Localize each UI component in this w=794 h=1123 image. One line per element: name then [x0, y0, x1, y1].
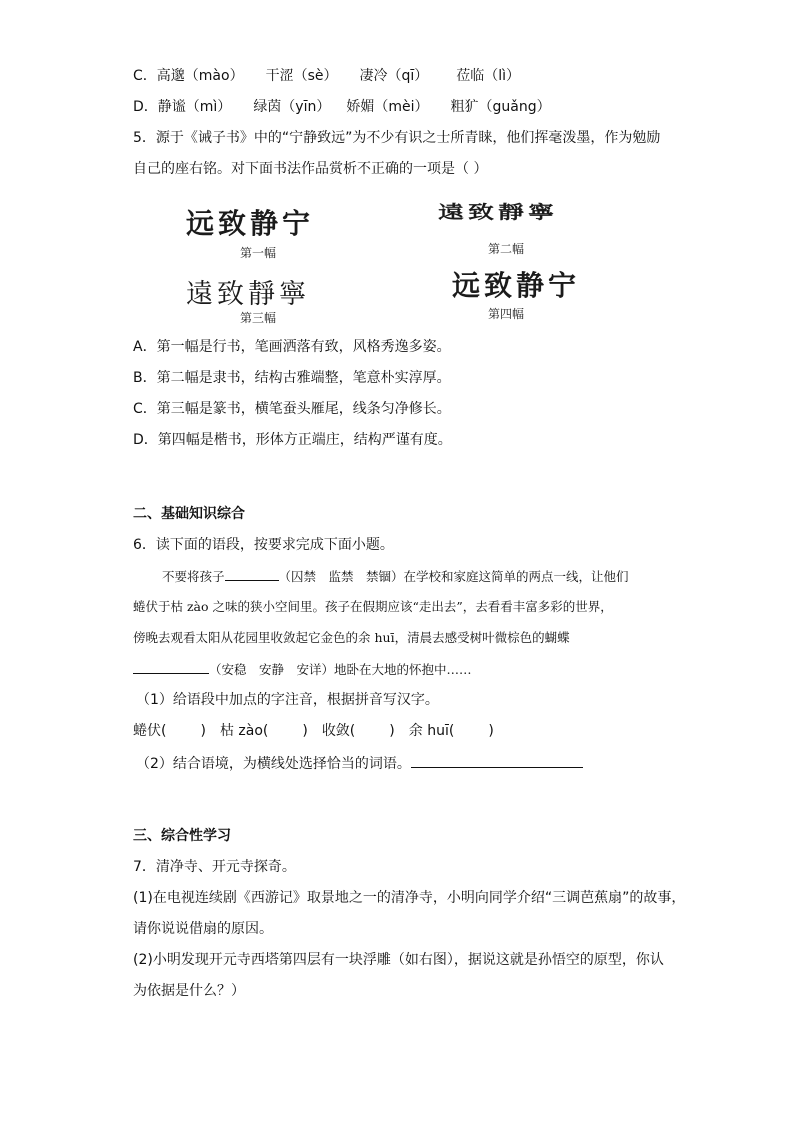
- fill-3-close: ): [389, 723, 395, 739]
- blank-line-2: [133, 659, 209, 674]
- q6-fill-row: [133, 721, 494, 741]
- q6-sub-1: （1）给语段中加点的字注音，根据拼音写汉字。: [136, 692, 439, 708]
- q4-option-c-item-1: 高邈（mào）: [156, 68, 244, 84]
- section-2-title: 二、基础知识综合: [133, 506, 245, 522]
- passage-line-1-a: 不要将孩子: [162, 569, 225, 584]
- q4-option-d: [133, 97, 551, 117]
- q4-option-c-item-3: 凄冷（qī）: [359, 68, 429, 84]
- q7-stem: 7．清净寺、开元寺探奇。: [133, 859, 296, 875]
- q6-sub-2: [136, 753, 583, 774]
- passage-line-4-text: （安稳 安静 安详）地卧在大地的怀抱中……: [209, 662, 472, 677]
- q4-option-d-label: D．: [133, 99, 158, 115]
- q4-option-c-item-4: 莅临（lì）: [456, 68, 521, 84]
- q5-option-a: A．第一幅是行书，笔画洒落有致，风格秀逸多姿。: [133, 339, 451, 355]
- calligraphy-work-4: 远致静宁: [452, 269, 581, 302]
- calligraphy-work-3: 遠致靜寧: [186, 279, 310, 310]
- q4-option-c-item-2: 干涩（sè）: [265, 68, 338, 84]
- q5-stem-line-1: 5．源于《诫子书》中的“宁静致远”为不少有识之士所青睐，他们挥毫泼墨，作为勉励: [133, 130, 661, 146]
- q4-option-d-item-4: 粗犷（guǎng）: [450, 99, 551, 115]
- fill-1-close: ): [200, 723, 206, 739]
- fill-3-label: 收敛(: [321, 723, 356, 739]
- fill-2-label: 枯 zào(: [219, 723, 269, 739]
- calligraphy-work-2: 遠致靜寧: [438, 202, 559, 224]
- blank-line-1: [225, 566, 279, 581]
- calligraphy-work-1: 远致静宁: [186, 207, 315, 240]
- q4-option-c-label: C．: [133, 68, 157, 84]
- section-3-title: 三、综合性学习: [133, 828, 231, 844]
- calligraphy-caption-4: 第四幅: [488, 307, 525, 321]
- fill-1-label: 蜷伏(: [133, 723, 167, 739]
- q4-option-d-item-3: 娇媚（mèi）: [346, 99, 429, 115]
- q7-part-2-line-1: (2)小明发现开元寺西塔第四层有一块浮雕（如右图），据说这就是孙悟空的原型，你认: [133, 952, 664, 968]
- q7-part-2-line-2: 为依据是什么？）: [133, 983, 245, 999]
- q5-option-c: C．第三幅是篆书，横笔蚕头雁尾，线条匀净修长。: [133, 401, 451, 417]
- passage-line-1-b: （囚禁 监禁 禁锢）在学校和家庭这简单的两点一线，让他们: [278, 569, 629, 584]
- passage-line-4: [133, 659, 472, 680]
- answer-line: [411, 753, 583, 768]
- q4-option-d-item-1: 静谧（mì）: [157, 99, 232, 115]
- passage-line-3: 傍晚去观看太阳从花园里收敛起它金色的余 huī，清晨去感受树叶微棕色的蝴蝶: [133, 630, 570, 645]
- passage-line-2: 蜷伏于枯 zào 之味的狭小空间里。孩子在假期应该“走出去”，去看看丰富多彩的世界，: [133, 599, 613, 614]
- q4-option-c: [133, 66, 520, 86]
- fill-4-close: ): [488, 723, 494, 739]
- calligraphy-caption-2: 第二幅: [488, 242, 525, 256]
- calligraphy-caption-3: 第三幅: [240, 311, 277, 325]
- fill-4-label: 余 huī(: [408, 723, 455, 739]
- q5-option-b: B．第二幅是隶书，结构古雅端整，笔意朴实淳厚。: [133, 370, 451, 386]
- q7-part-1-line-2: 请你说说借扇的原因。: [133, 921, 273, 937]
- q7-part-1-line-1: (1)在电视连续剧《西游记》取景地之一的清净寺，小明向同学介绍“三调芭蕉扇”的故事，: [133, 890, 686, 906]
- q6-stem: 6．读下面的语段，按要求完成下面小题。: [133, 537, 394, 553]
- q6-sub-2-text: （2）结合语境，为横线处选择恰当的词语。: [136, 756, 411, 772]
- q4-option-d-item-2: 绿茵（yīn）: [253, 99, 331, 115]
- passage-line-1: [162, 566, 629, 587]
- q5-option-d: D．第四幅是楷书，形体方正端庄，结构严谨有度。: [133, 432, 452, 448]
- q5-stem-line-2: 自己的座右铭。对下面书法作品赏析不正确的一项是（ ）: [133, 161, 488, 177]
- calligraphy-caption-1: 第一幅: [240, 246, 277, 260]
- fill-2-close: ): [302, 723, 308, 739]
